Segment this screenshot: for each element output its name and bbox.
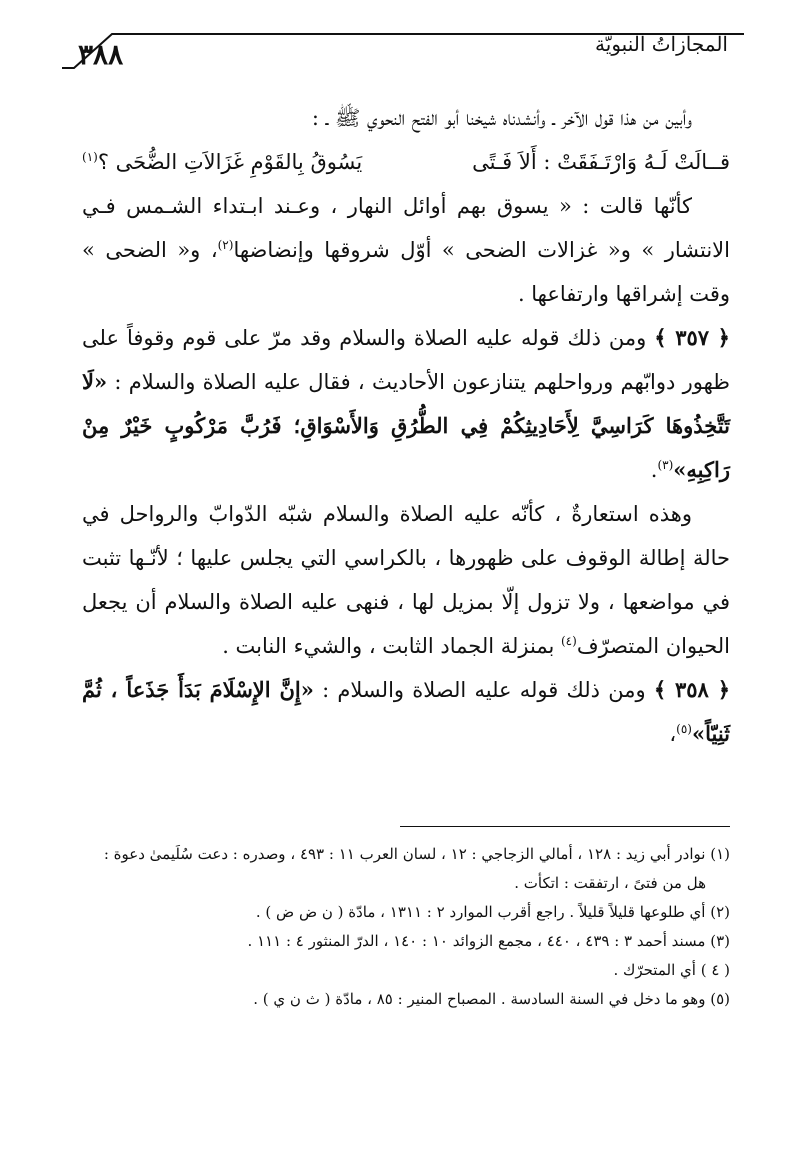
footnote-1-continuation: هل من فتىً ، ارتفقت : اتكأت . xyxy=(514,874,706,892)
footnote-ref: (٣) xyxy=(657,458,674,472)
footnote-ref: (٤) xyxy=(560,634,577,648)
footnotes xyxy=(70,840,730,1014)
main-text xyxy=(82,96,730,756)
running-title: المجازاتُ النبويّة xyxy=(595,32,728,56)
paragraph-number: ﴿ ٣٥٨ ﴾ xyxy=(653,677,731,702)
footnote-4: ( ٤ ) أي المتحرّك . xyxy=(613,961,730,979)
footnote-ref: (٢) xyxy=(217,238,234,252)
footnote-5: (٥) وهو ما دخل في السنة السادسة . المصباح المنير : ٨٥ ، مادّة ( ث ن ي ) . xyxy=(253,990,730,1008)
paragraph-metaphor: وهذه استعارةٌ ، كأنّه عليه الصلاة والسلام شبّه الدّوابّ والرواحل في حالة إطالة الوقوف على ظهورها ، بالكراسي التي يجلس عليها ؛ لأنّـها تثبت في مواضعها ، ولا تزول إلّا بمزيل لها ، فنهى عليه الصلاة والسلام أن يجعل الحيوان المتصرّف$^{(٤)}$ بمنزلة الجماد الثابت ، والشيء النابت . xyxy=(82,502,730,658)
verse-second-hemistich: يَسُوقُ بِالقَوْمِ غَزَالاَتِ الضُّحَى ؟$^{(١)}$ xyxy=(82,150,363,174)
poem-verse xyxy=(82,140,730,184)
page-number: ٣٨٨ xyxy=(78,38,124,71)
footnote-ref: (١) xyxy=(82,150,98,164)
footnote-separator xyxy=(400,826,730,827)
footnote-1: (١) نوادر أبي زيد : ١٢٨ ، أمالي الزجاجي : ١٢ ، لسان العرب ١١ : ٤٩٣ ، وصدره : دعت سُلَيمىٰ دعوة : xyxy=(103,845,730,863)
page-header xyxy=(62,28,744,76)
hadith-quote: «لَا تَتَّخِذُوهَا كَرَاسِيَّ لِأَحَادِيثِكُمْ فِي الطُّرُقِ وَالأَسْوَاقِ؛ فَرُبَّ مَرْكُوبٍ خَيْرٌ مِنْ رَاكِبِهِ» xyxy=(82,369,730,482)
paragraph-intro: وأبين من هذا قول الآخر ـ وأنشدناه شيخنا أبو الفتح النحوي ﷺ ـ : xyxy=(311,106,692,130)
footnote-2: (٢) أي طلوعها قليلاً قليلاً . راجع أقرب الموارد ٢ : ١٣١١ ، مادّة ( ن ض ض ) . xyxy=(255,903,730,921)
paragraph-explanation: كأنّها قالت : « يسوق بهم أوائل النهار ، وعـند ابـتداء الشـمس فـي الانتشار » و« غزالات الضحى » أوّل شروقها وإنضاضها$^{(٢)}$، و« الضحى » وقت إشراقها وارتفاعها . xyxy=(82,194,730,306)
footnote-ref: (٥) xyxy=(676,722,692,736)
paragraph-357: ﴿ ٣٥٧ ﴾ ومن ذلك قوله عليه الصلاة والسلام وقد مرّ على قوم وقوفاً على ظهور دوابّهم ورواحلهم يتنازعون الأحاديث ، فقال عليه الصلاة والسلام : «لَا تَتَّخِذُوهَا كَرَاسِيَّ لِأَحَادِيثِكُمْ فِي الطُّرُقِ وَالأَسْوَاقِ؛ فَرُبَّ مَرْكُوبٍ خَيْرٌ مِنْ رَاكِبِهِ»$^{(٣)}$. xyxy=(82,325,730,482)
paragraph-number: ﴿ ٣٥٧ ﴾ xyxy=(654,325,730,350)
hadith-quote: «إِنَّ الإِسْلَامَ بَدَأَ جَذَعاً ، ثُمَّ ثَنِيّاً» xyxy=(82,677,730,746)
paragraph-358: ﴿ ٣٥٨ ﴾ ومن ذلك قوله عليه الصلاة والسلام : «إِنَّ الإِسْلَامَ بَدَأَ جَذَعاً ، ثُمَّ ثَنِيّاً»$^{(٥)}$، xyxy=(82,677,731,746)
footnote-3: (٣) مسند أحمد ٣ : ٤٣٩ ، ٤٤٠ ، مجمع الزوائد ١٠ : ١٤٠ ، الدرّ المنثور ٤ : ١١١ . xyxy=(247,932,730,950)
verse-first-hemistich: قــالَتْ لَـهُ وَارْتَـفَقَتْ : أَلاَ فَـتًى xyxy=(472,150,730,174)
